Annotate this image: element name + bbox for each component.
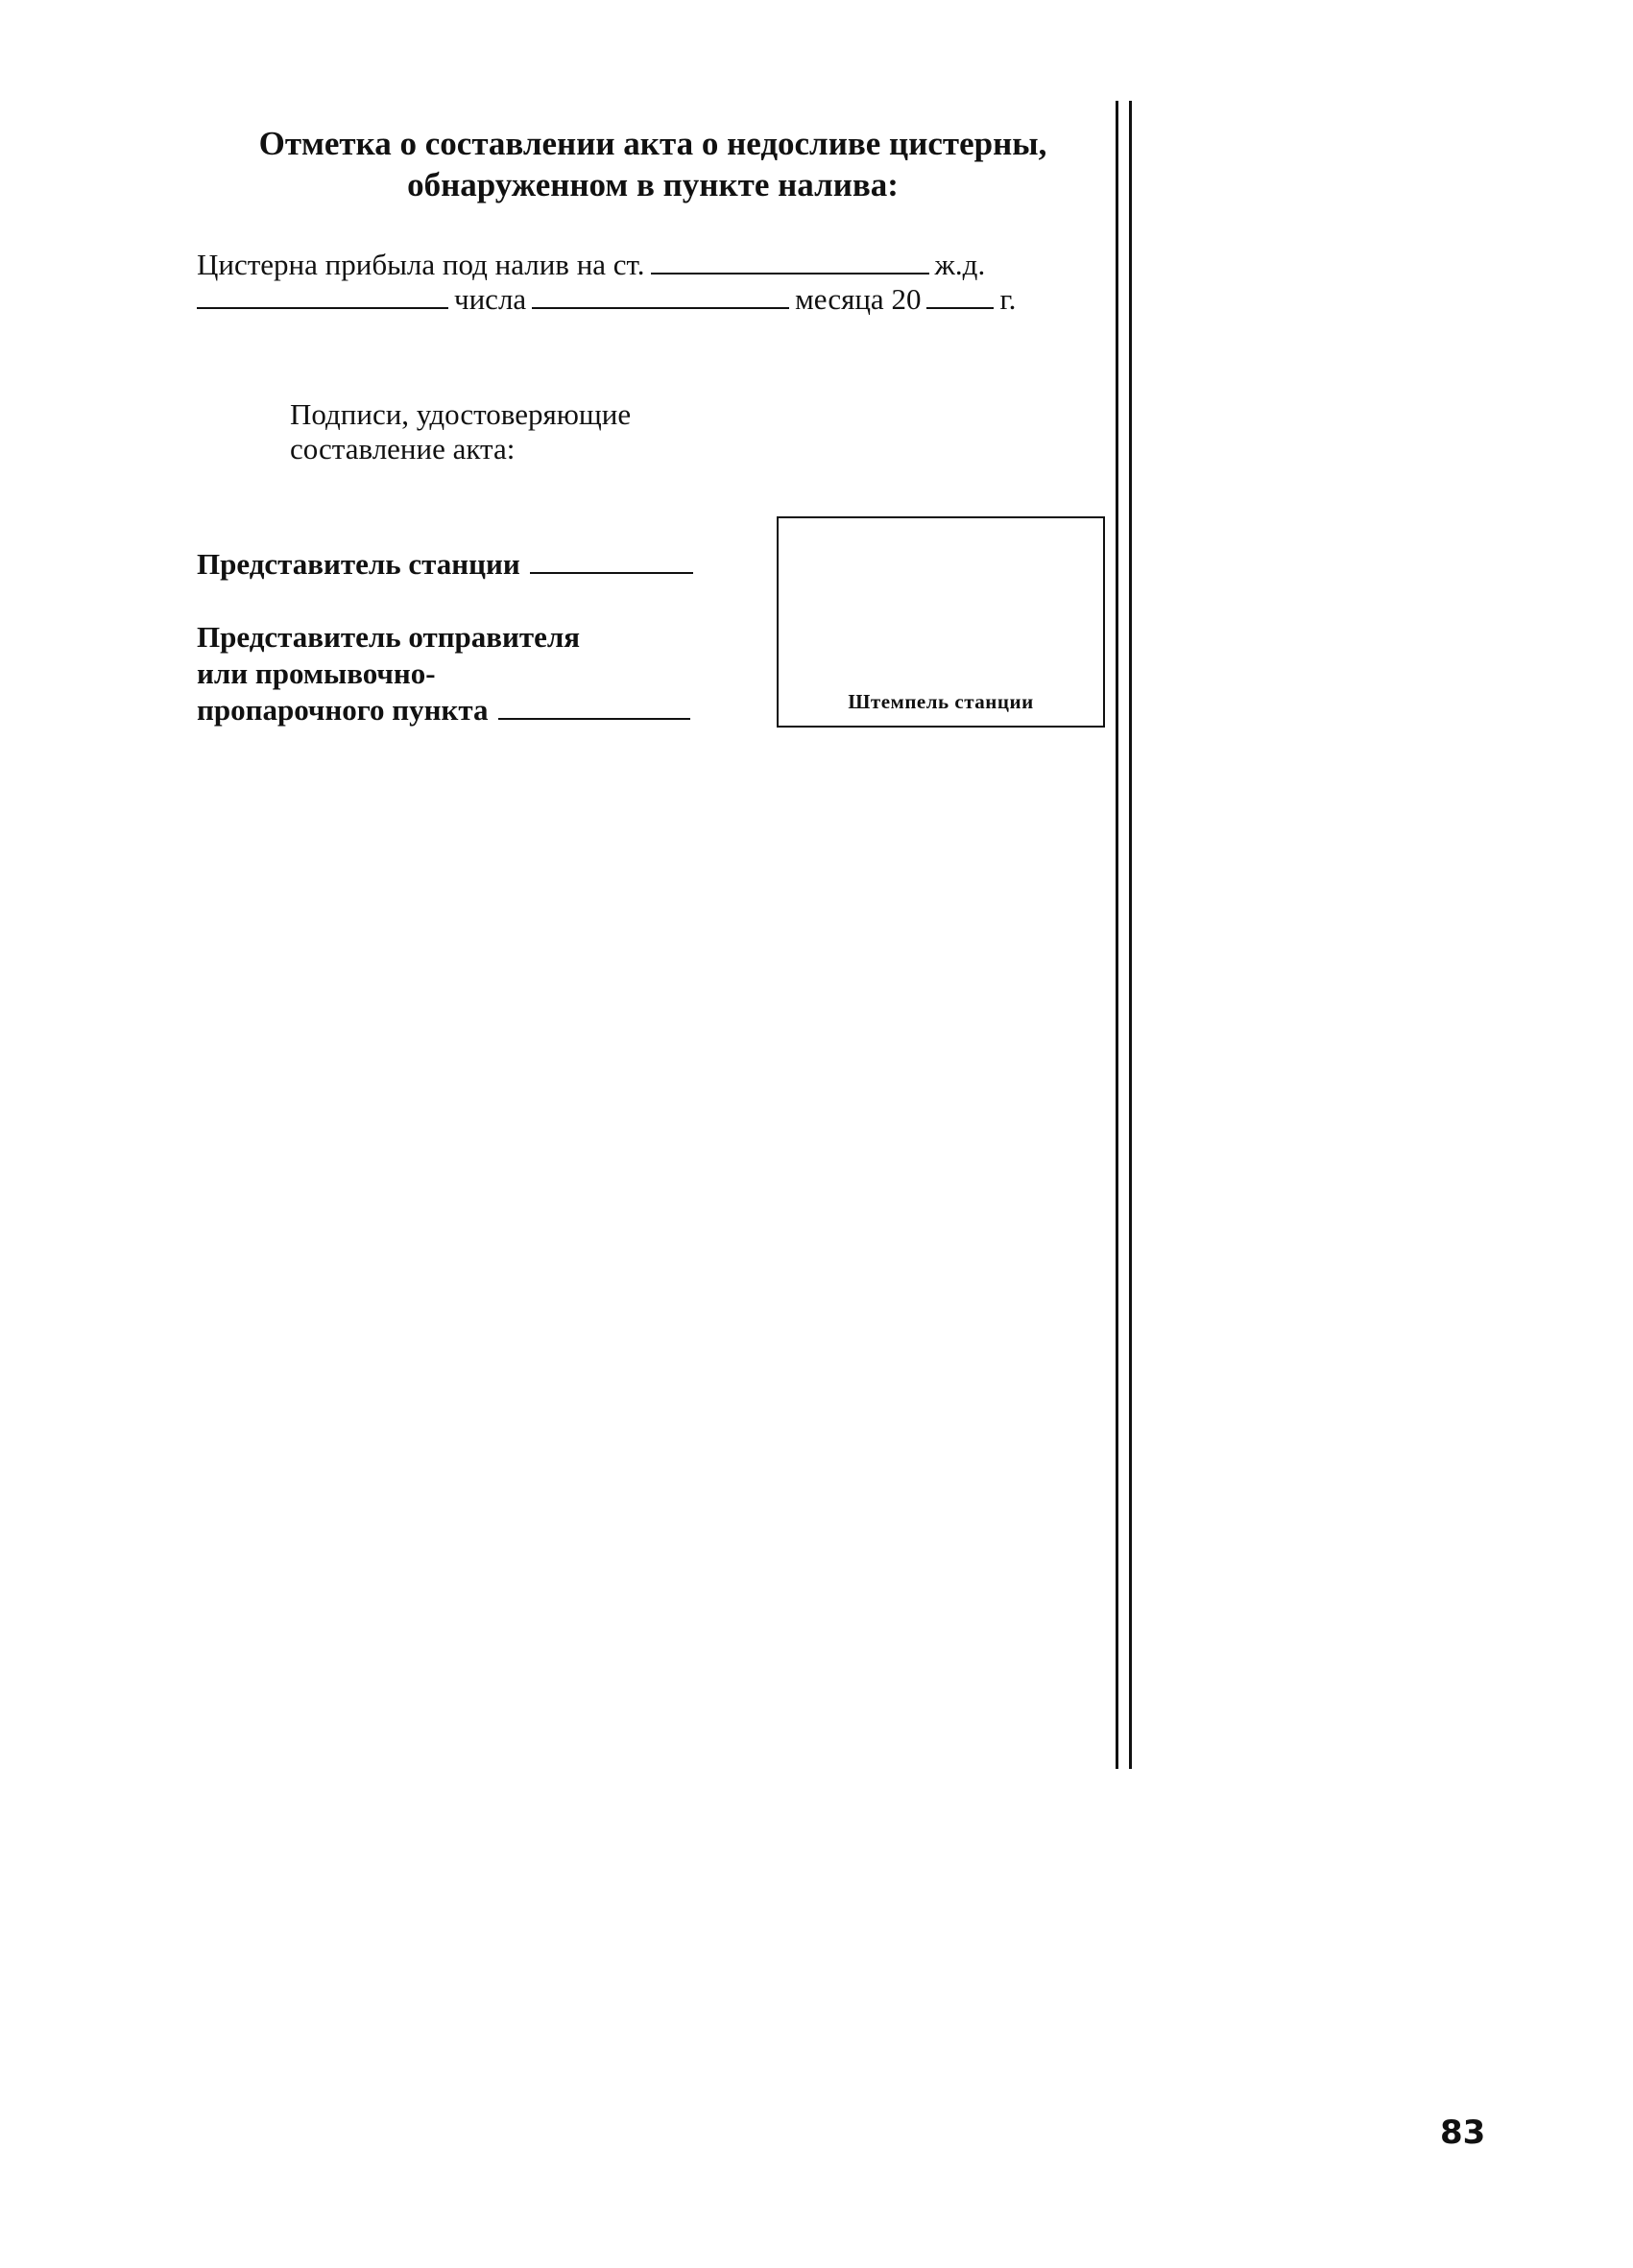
year-blank[interactable] <box>926 282 994 309</box>
page-border-inner <box>1129 101 1132 1769</box>
arrival-station-label: Цистерна прибыла под налив на ст. <box>197 248 645 281</box>
arrival-line-1 <box>197 248 985 282</box>
page-border-outer <box>1116 101 1118 1769</box>
day-label: числа <box>454 282 527 316</box>
sender-representative <box>197 693 696 728</box>
page-title <box>192 123 1114 205</box>
sender-rep-signature-blank[interactable] <box>498 693 690 720</box>
title-line-1: Отметка о составлении акта о недосливе цистерны, <box>258 125 1047 162</box>
station-representative <box>197 547 699 582</box>
station-stamp-box <box>777 516 1105 728</box>
signatures-intro-2: составление акта: <box>290 432 516 466</box>
title-line-2: обнаруженном в пункте налива: <box>407 166 899 203</box>
arrival-line-2 <box>197 282 1016 317</box>
stamp-label: Штемпель станции <box>848 690 1034 713</box>
sender-rep-line-2: или промывочно- <box>197 657 436 690</box>
page-number: 83 <box>1440 2113 1486 2152</box>
month-blank[interactable] <box>532 282 789 309</box>
sender-rep-line-3: пропарочного пункта <box>197 693 489 727</box>
sender-rep-line-1: Представитель отправителя <box>197 620 581 654</box>
year-suffix: г. <box>999 282 1017 316</box>
station-rep-signature-blank[interactable] <box>530 547 693 574</box>
signatures-intro-1: Подписи, удостоверяющие <box>290 397 632 431</box>
station-blank[interactable] <box>651 248 929 275</box>
month-label: месяца 20 <box>795 282 922 316</box>
railway-suffix: ж.д. <box>934 248 986 281</box>
day-blank[interactable] <box>197 282 448 309</box>
station-rep-label: Представитель станции <box>197 547 520 581</box>
